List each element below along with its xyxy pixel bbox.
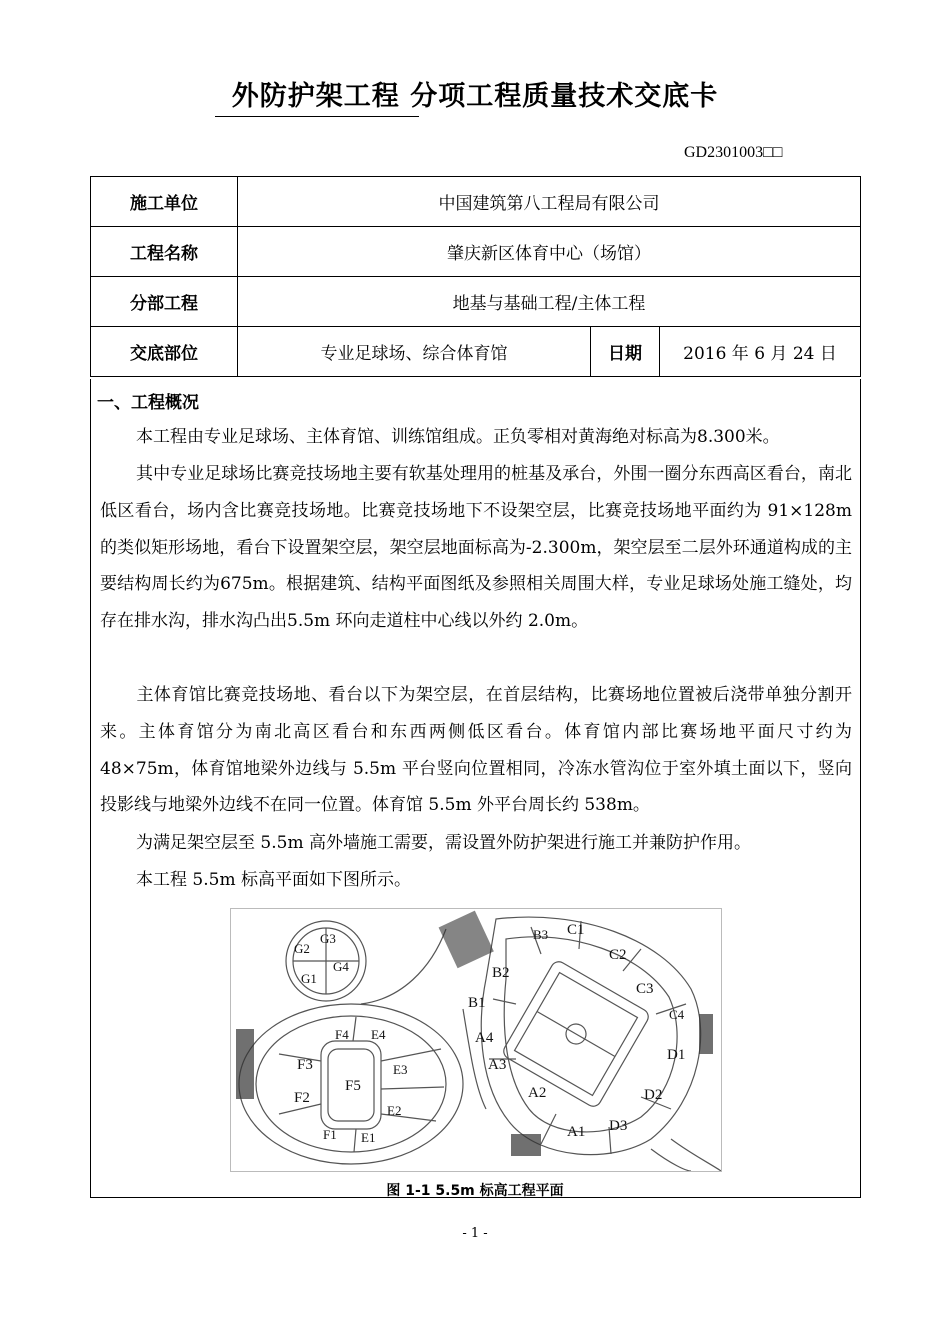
zone-label: B1 (468, 995, 486, 1011)
paragraph-3: 主体育馆比赛竞技场地、看台以下为架空层，在首层结构，比赛场地位置被后浇带单独分割开来。主体育馆分为南北高区看台和东西两侧低区看台。体育馆内部比赛场地平面尺寸约为 48×75m，体育馆地梁外边线与 5.5m 平台竖向位置相同，冷冻水管沟位于室外填土面以下，竖向投影线与地梁外边线不在同一位置。体育馆 5.5m 外平台周长约 538m。 (100, 685, 852, 816)
date-label: 日期 (591, 327, 660, 377)
zone-label: G3 (320, 931, 336, 946)
info-table (90, 176, 861, 377)
row-label: 施工单位 (91, 177, 238, 227)
zone-label: C1 (567, 922, 585, 938)
page-number: - 1 - (462, 1226, 488, 1241)
zone-label: D3 (609, 1118, 628, 1134)
zone-label: C2 (609, 947, 627, 963)
table-row (91, 277, 861, 327)
zone-label: F5 (345, 1078, 361, 1094)
document-code: GD2301003□□ (684, 144, 783, 161)
zone-label: A1 (567, 1124, 586, 1140)
zone-label: A4 (475, 1030, 494, 1046)
zone-label: F2 (294, 1090, 310, 1106)
part-value: 专业足球场、综合体育馆 (238, 327, 591, 377)
paragraph-5: 本工程 5.5m 标高平面如下图所示。 (136, 870, 411, 890)
row-value: 地基与基础工程/主体工程 (238, 277, 861, 327)
zone-label: G1 (301, 971, 317, 986)
paragraph-4: 为满足架空层至 5.5m 高外墙施工需要，需设置外防护架进行施工并兼防护作用。 (136, 833, 751, 853)
zone-label: E4 (371, 1027, 386, 1042)
section-heading: 一、工程概况 (97, 393, 199, 413)
document-title: 外防护架工程 分项工程质量技术交底卡 (231, 81, 719, 112)
zone-label: E2 (387, 1103, 402, 1118)
zone-label: G2 (294, 941, 310, 956)
part-label: 交底部位 (91, 327, 238, 377)
table-row (91, 227, 861, 277)
row-label: 分部工程 (91, 277, 238, 327)
title-underline (215, 116, 419, 117)
paragraph-2: 其中专业足球场比赛竞技场地主要有软基处理用的桩基及承台，外围一圈分东西高区看台，南北低区看台，场内含比赛竞技场地。比赛竞技场地下不设架空层，比赛竞技场地平面约为 91×128m 的类似矩形场地，看台下设置架空层，架空层地面标高为-2.300m，架空层至二层外环通道构成的主要结构周长约为675m。根据建筑、结构平面图纸及参照相关周围大样，专业足球场处施工缝处，均存在排水沟，排水沟凸出5.5m 环向走道柱中心线以外约 2.0m。 (100, 464, 852, 632)
zone-label: G4 (333, 959, 349, 974)
row-value: 中国建筑第八工程局有限公司 (238, 177, 861, 227)
zone-label: B2 (492, 965, 510, 981)
table-row (91, 177, 861, 227)
zone-label: B3 (533, 927, 549, 942)
zone-label: E3 (393, 1062, 408, 1077)
site-plan-figure (230, 908, 722, 1172)
zone-label: E1 (361, 1130, 376, 1145)
zone-label: F3 (297, 1057, 313, 1073)
zone-label: F1 (323, 1127, 337, 1142)
row-label: 工程名称 (91, 227, 238, 277)
zone-label: A2 (528, 1085, 547, 1101)
table-row (91, 327, 861, 377)
site-plan-drawing (231, 909, 721, 1171)
paragraph-1: 本工程由专业足球场、主体育馆、训练馆组成。正负零相对黄海绝对标高为8.300米。 (136, 427, 780, 447)
zone-label: D2 (644, 1087, 663, 1103)
zone-label: A3 (488, 1057, 507, 1073)
figure-caption: 图 1-1 5.5m 标高工程平面 (386, 1183, 564, 1199)
row-value: 肇庆新区体育中心（场馆） (238, 227, 861, 277)
zone-label: C4 (669, 1007, 685, 1022)
zone-label: D1 (667, 1047, 686, 1063)
zone-label: C3 (636, 981, 654, 997)
date-value: 2016 年 6 月 24 日 (660, 327, 861, 377)
zone-label: F4 (335, 1027, 349, 1042)
